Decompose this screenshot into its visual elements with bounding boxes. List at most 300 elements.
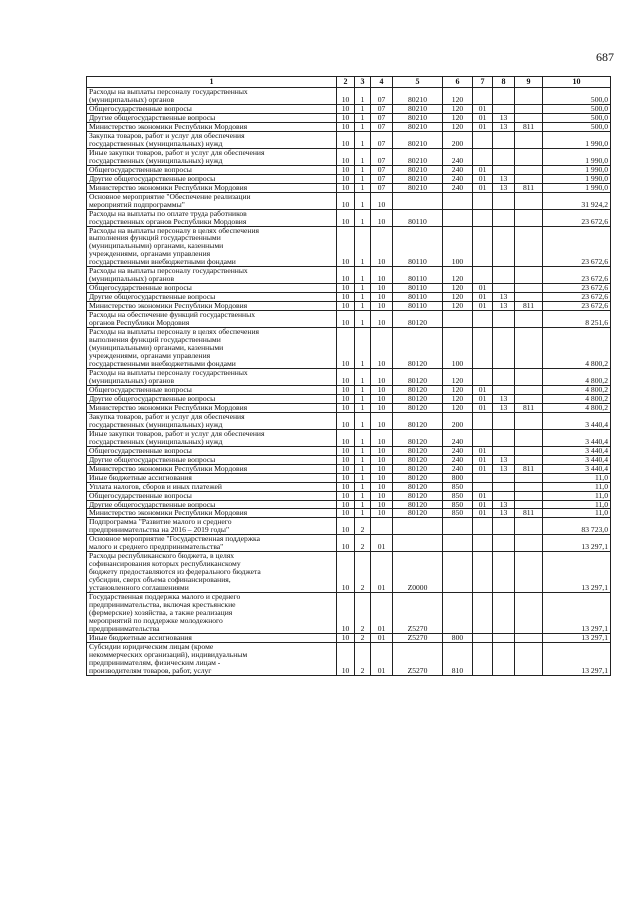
cell-section: 01 (473, 446, 493, 455)
cell-amount: 1 990,0 (543, 131, 611, 148)
cell-code-2: 10 (337, 429, 355, 446)
cell-code-3: 1 (355, 455, 371, 464)
cell-amount: 23 672,6 (543, 293, 611, 302)
cell-amount: 23 672,6 (543, 209, 611, 226)
cell-code-2: 10 (337, 293, 355, 302)
cell-section: 01 (473, 293, 493, 302)
row-label: Государственная поддержка малого и среднего предпринимательства, включая крестьянские (фермерские) хозяйства, а также реализация мероприятий по поддержке молодежного предпринимательства (87, 593, 337, 634)
cell-ministry-code (515, 482, 543, 491)
cell-subsection (493, 429, 515, 446)
cell-subsection: 13 (493, 509, 515, 518)
cell-target-article: 80110 (393, 209, 443, 226)
cell-subsection (493, 552, 515, 593)
cell-code-2: 10 (337, 284, 355, 293)
cell-subsection (493, 311, 515, 328)
cell-target-article: 80110 (393, 302, 443, 311)
cell-target-article: 80210 (393, 183, 443, 192)
cell-code-3: 2 (355, 552, 371, 593)
column-header: 9 (515, 77, 543, 88)
cell-expense-type: 120 (443, 267, 473, 284)
cell-ministry-code: 811 (515, 122, 543, 131)
cell-ministry-code (515, 394, 543, 403)
cell-target-article: 80120 (393, 412, 443, 429)
cell-target-article: 80120 (393, 473, 443, 482)
column-header: 7 (473, 77, 493, 88)
cell-code-4: 10 (371, 464, 393, 473)
cell-code-3: 1 (355, 473, 371, 482)
cell-subsection (493, 593, 515, 634)
cell-code-3: 1 (355, 88, 371, 105)
table-row (87, 267, 611, 284)
cell-amount: 11,0 (543, 491, 611, 500)
cell-ministry-code (515, 174, 543, 183)
cell-subsection (493, 482, 515, 491)
cell-ministry-code (515, 593, 543, 634)
cell-subsection (493, 491, 515, 500)
table-row (87, 368, 611, 385)
table-row (87, 131, 611, 148)
cell-target-article: 80120 (393, 368, 443, 385)
cell-section: 01 (473, 113, 493, 122)
cell-code-4: 10 (371, 491, 393, 500)
row-label: Другие общегосударственные вопросы (87, 293, 337, 302)
cell-target-article: 80210 (393, 131, 443, 148)
cell-ministry-code (515, 311, 543, 328)
table-row (87, 328, 611, 369)
cell-section (473, 642, 493, 675)
row-label: Иные закупки товаров, работ и услуг для обеспечения государственных (муниципальных) нужд (87, 148, 337, 165)
cell-code-3: 1 (355, 183, 371, 192)
table-row (87, 165, 611, 174)
row-label: Другие общегосударственные вопросы (87, 113, 337, 122)
cell-amount: 3 440,4 (543, 455, 611, 464)
cell-code-4: 07 (371, 174, 393, 183)
cell-code-4: 07 (371, 131, 393, 148)
cell-expense-type: 120 (443, 403, 473, 412)
table-row (87, 209, 611, 226)
row-label: Расходы на выплаты персоналу государственных (муниципальных) органов (87, 267, 337, 284)
cell-code-4: 07 (371, 113, 393, 122)
cell-amount: 13 297,1 (543, 634, 611, 643)
cell-code-4: 10 (371, 403, 393, 412)
cell-ministry-code (515, 192, 543, 209)
cell-code-2: 10 (337, 104, 355, 113)
cell-code-4: 07 (371, 104, 393, 113)
table-row (87, 473, 611, 482)
table-row (87, 88, 611, 105)
cell-code-4: 07 (371, 183, 393, 192)
cell-code-2: 10 (337, 113, 355, 122)
cell-code-4: 10 (371, 368, 393, 385)
cell-target-article: Z5270 (393, 634, 443, 643)
cell-code-3: 1 (355, 226, 371, 267)
cell-subsection (493, 446, 515, 455)
cell-ministry-code (515, 104, 543, 113)
cell-ministry-code (515, 518, 543, 535)
cell-code-4: 10 (371, 455, 393, 464)
cell-amount: 23 672,6 (543, 302, 611, 311)
cell-code-2: 10 (337, 368, 355, 385)
cell-expense-type: 120 (443, 302, 473, 311)
cell-code-3: 1 (355, 429, 371, 446)
cell-code-3: 2 (355, 535, 371, 552)
cell-code-4 (371, 518, 393, 535)
row-label: Закупка товаров, работ и услуг для обеспечения государственных (муниципальных) нужд (87, 412, 337, 429)
page-number: 687 (596, 50, 614, 64)
cell-code-3: 1 (355, 394, 371, 403)
table-row (87, 642, 611, 675)
cell-target-article: 80110 (393, 226, 443, 267)
cell-amount: 31 924,2 (543, 192, 611, 209)
table-row (87, 552, 611, 593)
cell-subsection: 13 (493, 113, 515, 122)
cell-subsection (493, 328, 515, 369)
cell-code-4: 10 (371, 302, 393, 311)
cell-code-3: 1 (355, 491, 371, 500)
row-label: Общегосударственные вопросы (87, 446, 337, 455)
cell-code-3: 1 (355, 385, 371, 394)
cell-amount: 13 297,1 (543, 535, 611, 552)
cell-code-2: 10 (337, 446, 355, 455)
cell-amount: 13 297,1 (543, 552, 611, 593)
cell-target-article: 80210 (393, 148, 443, 165)
row-label: Министерство экономики Республики Мордовия (87, 509, 337, 518)
cell-code-3: 1 (355, 267, 371, 284)
column-header: 2 (337, 77, 355, 88)
table-row (87, 311, 611, 328)
cell-code-2: 10 (337, 394, 355, 403)
cell-code-3: 1 (355, 148, 371, 165)
row-label: Субсидии юридическим лицам (кроме некоммерческих организаций), индивидуальным предпринимателям, физическим лицам - производителям товаров, работ, услуг (87, 642, 337, 675)
cell-section (473, 88, 493, 105)
cell-code-3: 1 (355, 192, 371, 209)
cell-code-3: 1 (355, 174, 371, 183)
cell-subsection (493, 368, 515, 385)
cell-code-2: 10 (337, 509, 355, 518)
cell-expense-type: 120 (443, 122, 473, 131)
cell-ministry-code (515, 429, 543, 446)
cell-code-3: 1 (355, 328, 371, 369)
table-row (87, 446, 611, 455)
cell-ministry-code (515, 131, 543, 148)
cell-subsection: 13 (493, 293, 515, 302)
cell-code-2: 10 (337, 148, 355, 165)
cell-code-3: 1 (355, 403, 371, 412)
cell-code-3: 1 (355, 131, 371, 148)
cell-code-4: 01 (371, 642, 393, 675)
cell-code-3: 1 (355, 412, 371, 429)
row-label: Министерство экономики Республики Мордовия (87, 122, 337, 131)
cell-expense-type (443, 192, 473, 209)
cell-code-4: 10 (371, 473, 393, 482)
cell-target-article: 80120 (393, 429, 443, 446)
cell-expense-type: 240 (443, 464, 473, 473)
cell-section (473, 148, 493, 165)
row-label: Расходы на выплаты персоналу в целях обеспечения выполнения функций государственными (муниципальными) органами, казенными учреждениями, органами управления государственными внебюджетными фондами (87, 328, 337, 369)
cell-subsection (493, 88, 515, 105)
table-row (87, 593, 611, 634)
cell-code-2: 10 (337, 535, 355, 552)
cell-ministry-code (515, 491, 543, 500)
cell-amount: 1 990,0 (543, 183, 611, 192)
cell-ministry-code (515, 642, 543, 675)
cell-code-2: 10 (337, 311, 355, 328)
cell-target-article: 80120 (393, 464, 443, 473)
cell-code-3: 2 (355, 642, 371, 675)
row-label: Общегосударственные вопросы (87, 385, 337, 394)
cell-code-4: 07 (371, 88, 393, 105)
cell-code-2: 10 (337, 473, 355, 482)
cell-section: 01 (473, 403, 493, 412)
cell-section (473, 429, 493, 446)
cell-ministry-code (515, 446, 543, 455)
cell-code-2: 10 (337, 403, 355, 412)
cell-ministry-code (515, 535, 543, 552)
cell-section: 01 (473, 385, 493, 394)
cell-code-3: 1 (355, 113, 371, 122)
cell-code-2: 10 (337, 183, 355, 192)
cell-amount: 11,0 (543, 482, 611, 491)
cell-code-2: 10 (337, 552, 355, 593)
cell-section (473, 473, 493, 482)
cell-subsection (493, 192, 515, 209)
row-label: Расходы республиканского бюджета, в целях софинансирования которых республиканскому бюджету предоставляются из федерального бюджета субсидии, сверх объема софинансирования, установленного соглашениями (87, 552, 337, 593)
cell-code-4: 10 (371, 446, 393, 455)
cell-code-4: 01 (371, 593, 393, 634)
cell-code-2: 10 (337, 518, 355, 535)
cell-subsection: 13 (493, 500, 515, 509)
cell-section: 01 (473, 165, 493, 174)
table-row (87, 148, 611, 165)
cell-code-2: 10 (337, 634, 355, 643)
column-header: 6 (443, 77, 473, 88)
cell-expense-type: 800 (443, 634, 473, 643)
cell-target-article: 80210 (393, 165, 443, 174)
cell-amount: 500,0 (543, 88, 611, 105)
cell-expense-type: 120 (443, 284, 473, 293)
row-label: Основное мероприятие "Обеспечение реализации мероприятий подпрограммы" (87, 192, 337, 209)
cell-amount: 3 440,4 (543, 429, 611, 446)
row-label: Расходы на выплаты по оплате труда работников государственных органов Республики Мордовия (87, 209, 337, 226)
column-header: 5 (393, 77, 443, 88)
cell-code-4: 07 (371, 148, 393, 165)
cell-expense-type: 100 (443, 226, 473, 267)
cell-code-4: 10 (371, 226, 393, 267)
row-label: Общегосударственные вопросы (87, 104, 337, 113)
row-label: Расходы на выплаты персоналу государственных (муниципальных) органов (87, 368, 337, 385)
cell-amount: 1 990,0 (543, 148, 611, 165)
cell-code-4: 10 (371, 429, 393, 446)
cell-code-4: 07 (371, 165, 393, 174)
cell-subsection: 13 (493, 403, 515, 412)
row-label: Основное мероприятие "Государственная поддержка малого и среднего предпринимательства" (87, 535, 337, 552)
cell-expense-type (443, 552, 473, 593)
cell-expense-type: 120 (443, 113, 473, 122)
cell-code-3: 1 (355, 509, 371, 518)
cell-code-3: 1 (355, 284, 371, 293)
cell-code-3: 1 (355, 104, 371, 113)
cell-section: 01 (473, 174, 493, 183)
cell-expense-type: 120 (443, 368, 473, 385)
cell-amount: 4 800,2 (543, 368, 611, 385)
cell-code-2: 10 (337, 165, 355, 174)
cell-subsection: 13 (493, 302, 515, 311)
cell-target-article: 80120 (393, 482, 443, 491)
cell-section: 01 (473, 509, 493, 518)
cell-subsection (493, 148, 515, 165)
cell-target-article: 80120 (393, 403, 443, 412)
table-row (87, 455, 611, 464)
cell-code-2: 10 (337, 412, 355, 429)
row-label: Общегосударственные вопросы (87, 491, 337, 500)
cell-section (473, 535, 493, 552)
row-label: Министерство экономики Республики Мордовия (87, 183, 337, 192)
cell-amount: 4 800,2 (543, 328, 611, 369)
cell-expense-type: 200 (443, 412, 473, 429)
cell-code-2: 10 (337, 88, 355, 105)
cell-code-3: 1 (355, 209, 371, 226)
table-row (87, 412, 611, 429)
cell-target-article: 80210 (393, 113, 443, 122)
cell-code-2: 10 (337, 209, 355, 226)
cell-target-article: 80120 (393, 455, 443, 464)
row-label: Расходы на обеспечение функций государственных органов Республики Мордовия (87, 311, 337, 328)
row-label: Иные закупки товаров, работ и услуг для обеспечения государственных (муниципальных) нужд (87, 429, 337, 446)
cell-expense-type: 850 (443, 500, 473, 509)
cell-expense-type: 120 (443, 394, 473, 403)
cell-expense-type: 800 (443, 473, 473, 482)
cell-code-2: 10 (337, 328, 355, 369)
cell-target-article: 80120 (393, 328, 443, 369)
cell-expense-type: 850 (443, 482, 473, 491)
cell-code-2: 10 (337, 464, 355, 473)
cell-ministry-code (515, 552, 543, 593)
cell-target-article (393, 192, 443, 209)
cell-subsection (493, 473, 515, 482)
cell-code-3: 1 (355, 464, 371, 473)
row-label: Расходы на выплаты персоналу государственных (муниципальных) органов (87, 88, 337, 105)
cell-target-article: 80210 (393, 104, 443, 113)
cell-expense-type: 810 (443, 642, 473, 675)
row-label: Подпрограмма "Развитие малого и среднего предпринимательства на 2016 – 2019 годы" (87, 518, 337, 535)
table-row (87, 429, 611, 446)
cell-code-2: 10 (337, 491, 355, 500)
cell-code-4: 01 (371, 535, 393, 552)
cell-section: 01 (473, 491, 493, 500)
cell-target-article: 80120 (393, 385, 443, 394)
row-label: Закупка товаров, работ и услуг для обеспечения государственных (муниципальных) нужд (87, 131, 337, 148)
cell-expense-type: 850 (443, 491, 473, 500)
cell-subsection (493, 165, 515, 174)
cell-subsection (493, 634, 515, 643)
table-row (87, 122, 611, 131)
cell-code-3: 1 (355, 302, 371, 311)
cell-ministry-code: 811 (515, 403, 543, 412)
cell-code-4: 01 (371, 634, 393, 643)
cell-ministry-code (515, 368, 543, 385)
cell-code-4: 10 (371, 482, 393, 491)
cell-amount: 1 990,0 (543, 174, 611, 183)
cell-section (473, 267, 493, 284)
cell-target-article: 80120 (393, 491, 443, 500)
cell-subsection: 13 (493, 183, 515, 192)
cell-code-4: 10 (371, 500, 393, 509)
cell-code-2: 10 (337, 302, 355, 311)
cell-target-article: Z0000 (393, 552, 443, 593)
cell-section (473, 311, 493, 328)
row-label: Министерство экономики Республики Мордовия (87, 302, 337, 311)
cell-expense-type: 120 (443, 104, 473, 113)
cell-section (473, 131, 493, 148)
cell-subsection (493, 518, 515, 535)
cell-expense-type: 120 (443, 385, 473, 394)
cell-subsection: 13 (493, 464, 515, 473)
cell-expense-type: 120 (443, 88, 473, 105)
table-row (87, 394, 611, 403)
cell-amount: 3 440,4 (543, 412, 611, 429)
cell-expense-type (443, 535, 473, 552)
row-label: Министерство экономики Республики Мордовия (87, 403, 337, 412)
cell-section (473, 552, 493, 593)
cell-expense-type (443, 518, 473, 535)
cell-code-4: 10 (371, 284, 393, 293)
cell-section: 01 (473, 104, 493, 113)
table-row (87, 464, 611, 473)
cell-amount: 11,0 (543, 500, 611, 509)
cell-section: 01 (473, 284, 493, 293)
row-label: Другие общегосударственные вопросы (87, 500, 337, 509)
cell-code-3: 1 (355, 500, 371, 509)
cell-ministry-code (515, 209, 543, 226)
cell-amount: 23 672,6 (543, 267, 611, 284)
row-label: Министерство экономики Республики Мордовия (87, 464, 337, 473)
cell-target-article: 80210 (393, 122, 443, 131)
cell-expense-type: 240 (443, 165, 473, 174)
cell-code-4: 10 (371, 509, 393, 518)
cell-expense-type: 240 (443, 429, 473, 446)
cell-section (473, 634, 493, 643)
table-row (87, 226, 611, 267)
cell-target-article: 80110 (393, 293, 443, 302)
cell-code-2: 10 (337, 267, 355, 284)
cell-amount: 13 297,1 (543, 642, 611, 675)
cell-code-3: 1 (355, 446, 371, 455)
cell-ministry-code (515, 412, 543, 429)
cell-expense-type: 240 (443, 183, 473, 192)
cell-code-3: 1 (355, 165, 371, 174)
cell-target-article: Z5270 (393, 642, 443, 675)
cell-section: 01 (473, 302, 493, 311)
cell-expense-type: 850 (443, 509, 473, 518)
cell-amount: 23 672,6 (543, 284, 611, 293)
cell-ministry-code: 811 (515, 183, 543, 192)
row-label: Другие общегосударственные вопросы (87, 455, 337, 464)
cell-code-2: 10 (337, 226, 355, 267)
cell-code-4: 10 (371, 209, 393, 226)
budget-table (86, 76, 611, 676)
cell-target-article: 80110 (393, 267, 443, 284)
cell-target-article: Z5270 (393, 593, 443, 634)
cell-section: 01 (473, 122, 493, 131)
cell-target-article (393, 518, 443, 535)
table-row (87, 518, 611, 535)
cell-code-2: 10 (337, 593, 355, 634)
cell-subsection: 13 (493, 122, 515, 131)
cell-code-2: 10 (337, 500, 355, 509)
cell-section (473, 209, 493, 226)
cell-subsection: 13 (493, 394, 515, 403)
table-row (87, 183, 611, 192)
